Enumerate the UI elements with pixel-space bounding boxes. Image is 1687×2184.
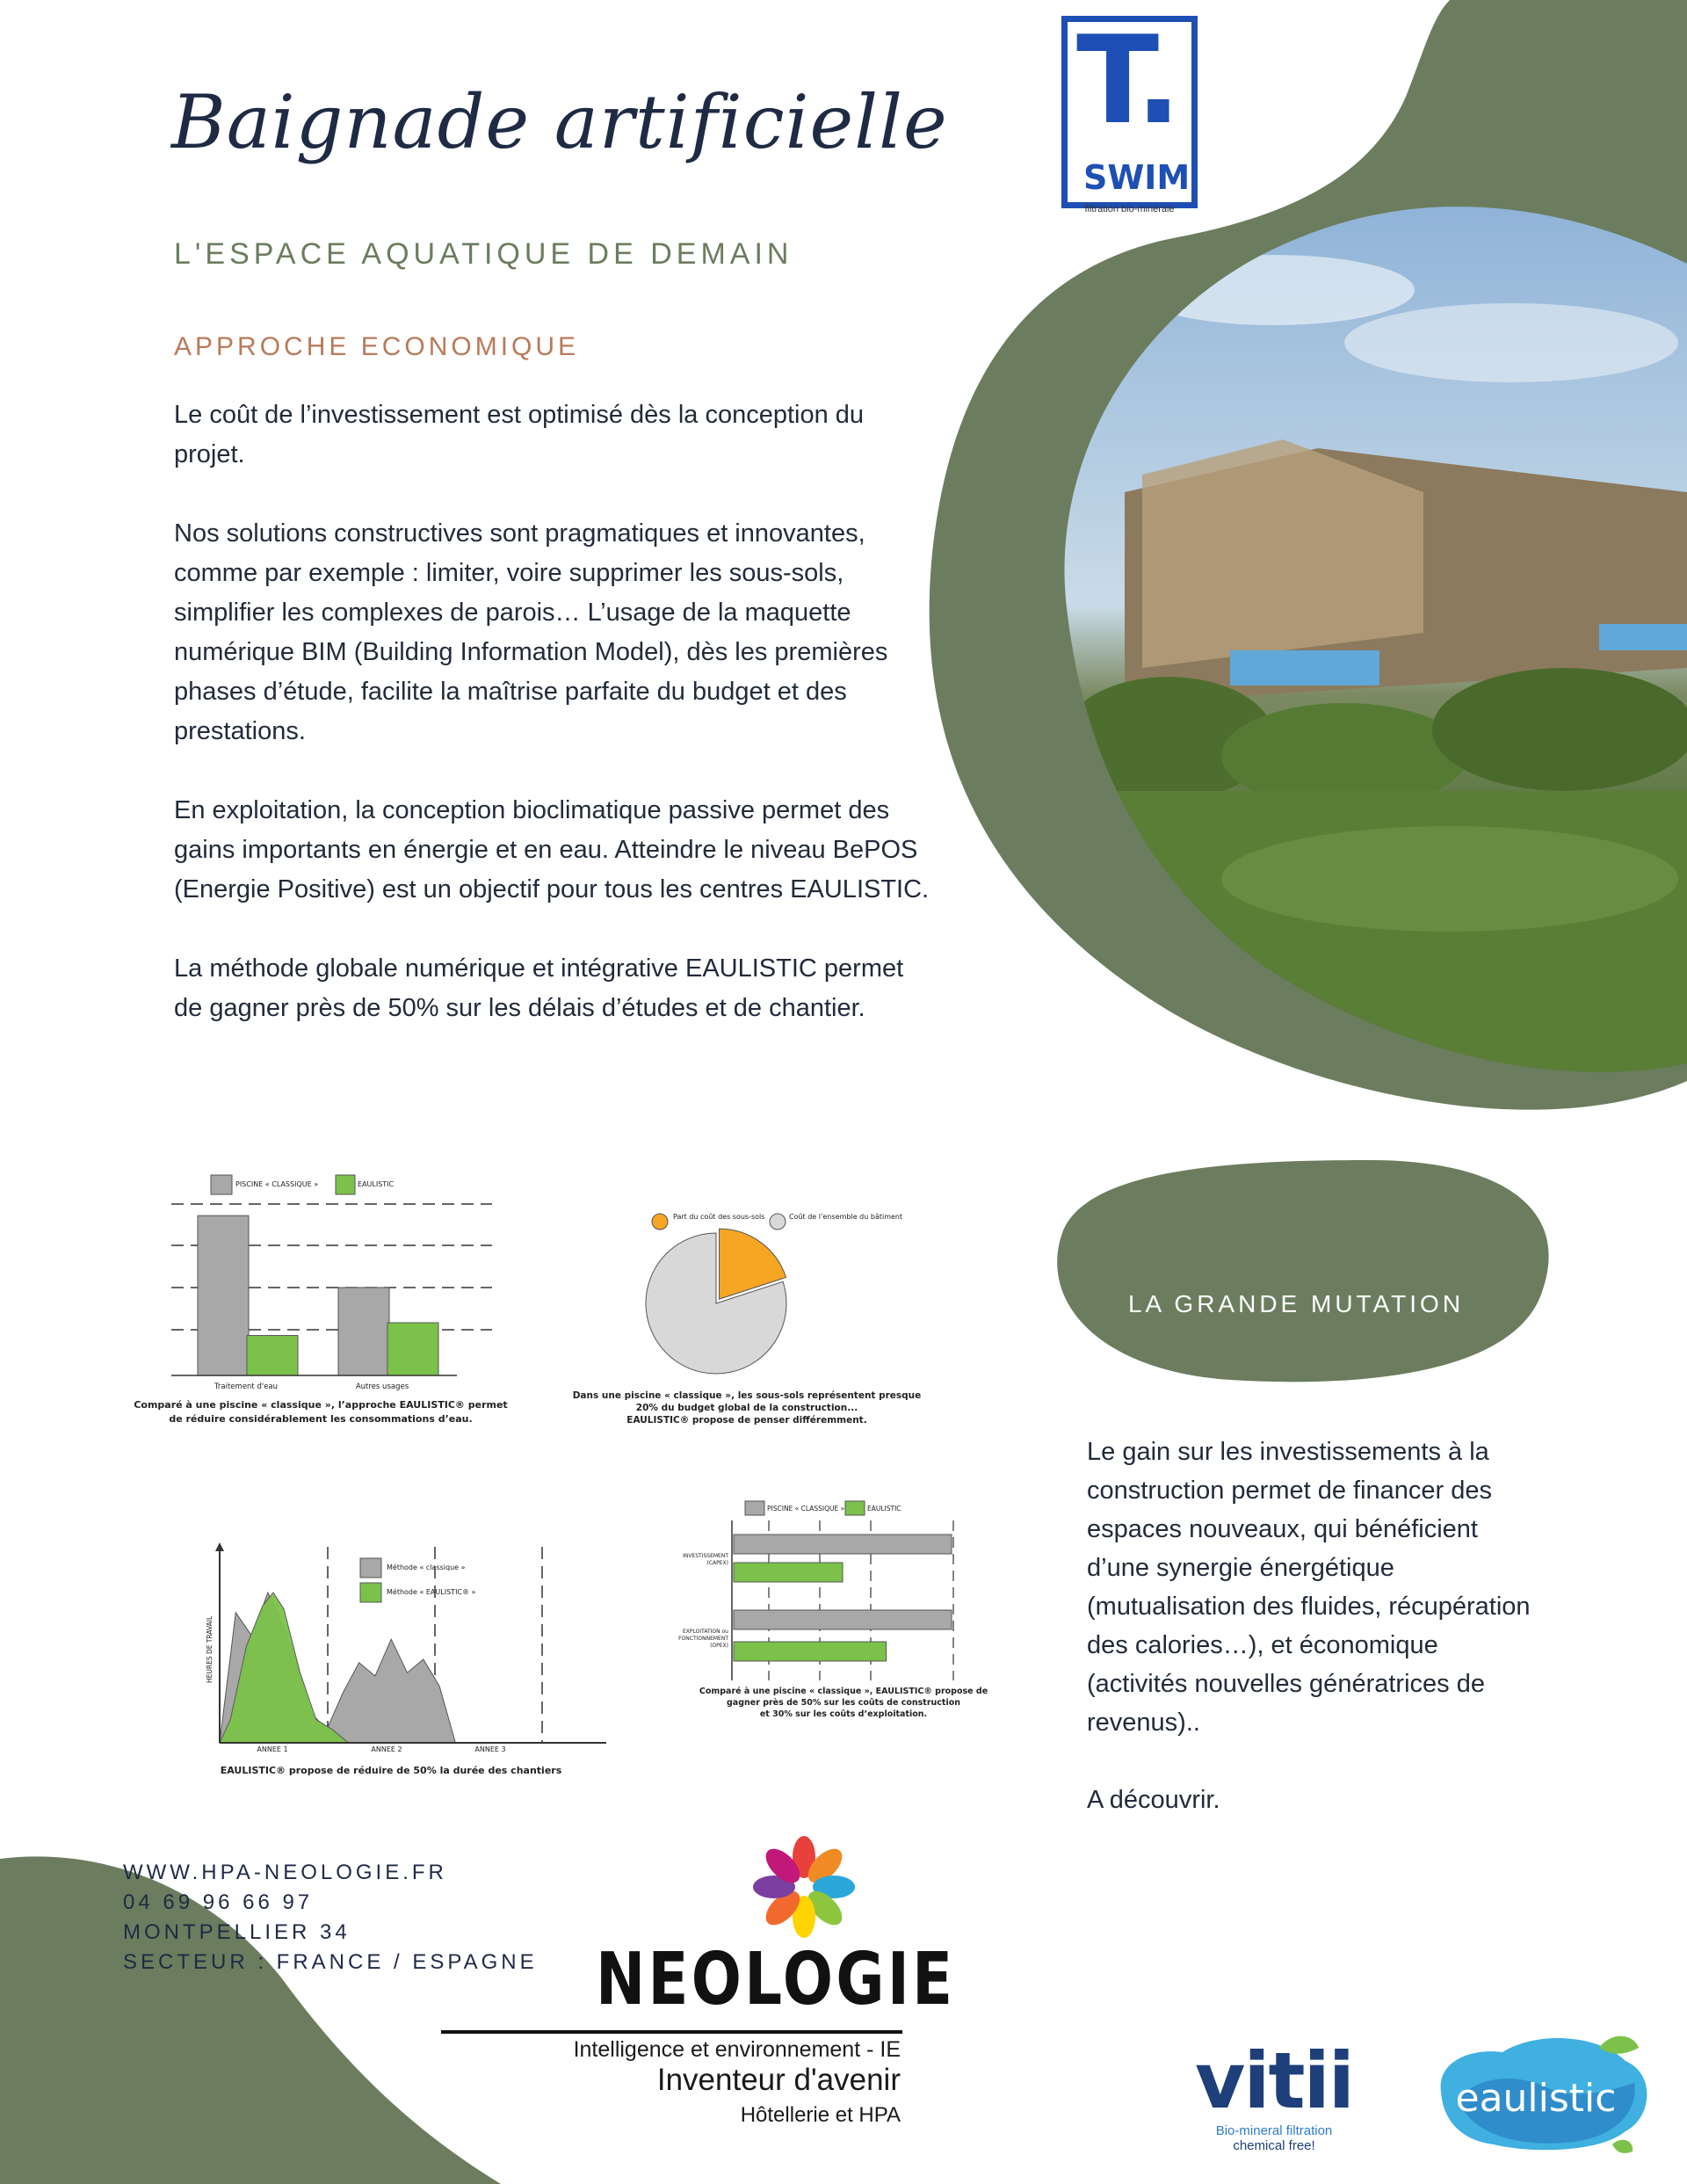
- tswim-tagline: filtration bio-minérale: [1084, 204, 1175, 214]
- contact-block: [123, 1858, 538, 1977]
- category-label-2: Autres usages: [355, 1382, 409, 1391]
- legend-swatch-basement: [652, 1214, 668, 1230]
- bar-eaulistic-1: [247, 1336, 298, 1375]
- y-axis-arrow: [215, 1542, 224, 1551]
- page-subtitle: L'ESPACE AQUATIQUE DE DEMAIN: [174, 237, 793, 271]
- bar-classic-2: [338, 1288, 389, 1375]
- sector: SECTEUR : FRANCE / ESPAGNE: [123, 1950, 538, 1974]
- category-label-capex-1: INVESTISSEMENT: [683, 1553, 728, 1559]
- category-label-capex-2: (CAPEX): [706, 1560, 728, 1566]
- category-label-1: Traitement d'eau: [214, 1382, 279, 1391]
- category-label-opex-2: FONCTIONNEMENT: [678, 1636, 728, 1642]
- neologie-line-2: Inventeur d'avenir: [656, 2063, 901, 2097]
- hbar-classic-opex: [734, 1610, 952, 1629]
- chart-caption-line-1: Comparé à une piscine « classique », l’approche EAULISTIC® permet: [134, 1399, 508, 1411]
- year-label-2: ANNEE 2: [371, 1745, 402, 1753]
- neologie-line-1: Intelligence et environnement - IE: [573, 2037, 901, 2062]
- chart-water-consumption: [132, 1165, 508, 1428]
- body-paragraph-4: La méthode globale numérique et intégrative EAULISTIC permet de gagner près de 50% sur les délais d’études et de chantier.: [174, 954, 904, 1022]
- legend-label-classic: PISCINE « CLASSIQUE »: [767, 1505, 845, 1513]
- bar-classic-1: [198, 1215, 249, 1375]
- legend-label-building: Coût de l’ensemble du bâtiment: [789, 1213, 903, 1221]
- y-axis-label: HEURES DE TRAVAIL: [206, 1615, 214, 1683]
- vitii-wordmark: vitii: [1195, 2035, 1353, 2126]
- neologie-tagline: [448, 2036, 901, 2133]
- mutation-text: [1087, 1433, 1544, 1858]
- legend-label-eaulistic: EAULISTIC: [867, 1505, 901, 1513]
- neologie-logo-text: NEOLOGIE: [596, 1938, 956, 2021]
- bar-eaulistic-2: [387, 1323, 438, 1375]
- chart-caption: EAULISTIC® propose de réduire de 50% la durée des chantiers: [220, 1765, 562, 1776]
- legend-swatch-building: [770, 1214, 786, 1230]
- legend-label-eaulistic: EAULISTIC: [358, 1180, 395, 1188]
- website-link[interactable]: WWW.HPA-NEOLOGIE.FR: [123, 1861, 447, 1884]
- chart-caption-line-2: 20% du budget global de la construction...: [635, 1403, 858, 1413]
- chart-basement-cost-pie: [572, 1200, 922, 1433]
- body-text: [174, 395, 930, 1068]
- category-label-opex-1: EXPLOITATION ou: [682, 1629, 728, 1635]
- hbar-eaulistic-opex: [734, 1642, 887, 1661]
- flower-logo-icon: [751, 1832, 857, 1947]
- body-paragraph-2: Nos solutions constructives sont pragmatiques et innovantes, comme par exemple : limiter, voire supprimer les sous-sols, simplifier les complexes de parois… L’usage de la maquette numérique BIM (Building Information Model), dès les premières phases d’étude, facilite la maîtrise parfaite du budget et des prestations.: [174, 519, 888, 745]
- legend-label-basement: Part du coût des sous-sols: [673, 1213, 765, 1221]
- chart-capex-opex: [663, 1494, 988, 1727]
- legend-swatch-classic: [211, 1175, 232, 1194]
- chart-caption-line-1: Dans une piscine « classique », les sous-sols représentent presque: [572, 1390, 922, 1401]
- legend-swatch-eaulistic: [360, 1583, 381, 1602]
- legend-swatch-eaulistic: [845, 1501, 865, 1515]
- phone-number[interactable]: 04 69 96 66 97: [123, 1890, 314, 1914]
- mutation-paragraph-1: Le gain sur les investissements à la construction permet de financer des espaces nouveaux, qui bénéficient d’une synergie énergétique (mutualisation des fluides, récupération des calories…), et économique (activités nouvelles génératrices de revenus)..: [1087, 1438, 1531, 1737]
- chart-caption-line-3: EAULISTIC® propose de penser différemment.: [626, 1415, 867, 1426]
- tswim-letter: T.: [1076, 10, 1177, 151]
- year-label-3: ANNEE 3: [474, 1745, 506, 1753]
- chart-caption-line-1: Comparé à une piscine « classique », EAULISTIC® propose de: [699, 1687, 988, 1696]
- city: MONTPELLIER 34: [123, 1920, 351, 1944]
- eaulistic-wordmark: eaulistic: [1455, 2076, 1617, 2121]
- tswim-word: SWIM: [1083, 158, 1191, 197]
- legend-swatch-classic: [360, 1558, 381, 1578]
- neologie-line-3: Hôtellerie et HPA: [740, 2103, 901, 2127]
- chart-caption-line-2: de réduire considérablement les consommations d’eau.: [169, 1413, 473, 1425]
- legend-label-classic: Méthode « classique »: [387, 1564, 466, 1571]
- neologie-rule: [441, 2030, 902, 2034]
- section-heading: APPROCHE ECONOMIQUE: [174, 332, 580, 361]
- body-paragraph-1: Le coût de l’investissement est optimisé dès la conception du projet.: [174, 401, 865, 468]
- category-label-opex-3: (OPEX): [710, 1643, 728, 1649]
- chart-caption-line-2: gagner près de 50% sur les coûts de construction: [726, 1698, 961, 1708]
- body-paragraph-3: En exploitation, la conception bioclimatique passive permet des gains importants en énergie et en eau. Atteindre le niveau BePOS (Energie Positive) est un objectif pour tous les centres EAULISTIC.: [174, 796, 930, 903]
- tswim-logo: [1061, 10, 1198, 214]
- vitii-tagline-2: chemical free!: [1233, 2138, 1315, 2153]
- chart-work-hours: [198, 1542, 611, 1784]
- vitii-logo: [1177, 2035, 1371, 2153]
- mutation-paragraph-2: A découvrir.: [1087, 1786, 1220, 1814]
- hbar-classic-capex: [734, 1535, 952, 1554]
- chart-caption-line-3: et 30% sur les coûts d’exploitation.: [759, 1709, 928, 1719]
- page-title: Baignade artificielle: [171, 79, 948, 165]
- year-label-1: ANNEE 1: [257, 1745, 288, 1753]
- legend-swatch-eaulistic: [336, 1175, 355, 1194]
- hbar-eaulistic-capex: [734, 1563, 843, 1582]
- legend-label-classic: PISCINE « CLASSIQUE »: [235, 1180, 319, 1188]
- eaulistic-logo: [1423, 2013, 1661, 2171]
- mutation-pill: [1057, 1160, 1548, 1382]
- legend-label-eaulistic: Méthode « EAULISTIC® »: [387, 1588, 476, 1596]
- legend-swatch-classic: [745, 1501, 764, 1515]
- mutation-label: LA GRANDE MUTATION: [1127, 1290, 1465, 1317]
- vitii-tagline-1: Bio-mineral filtration: [1215, 2123, 1333, 2138]
